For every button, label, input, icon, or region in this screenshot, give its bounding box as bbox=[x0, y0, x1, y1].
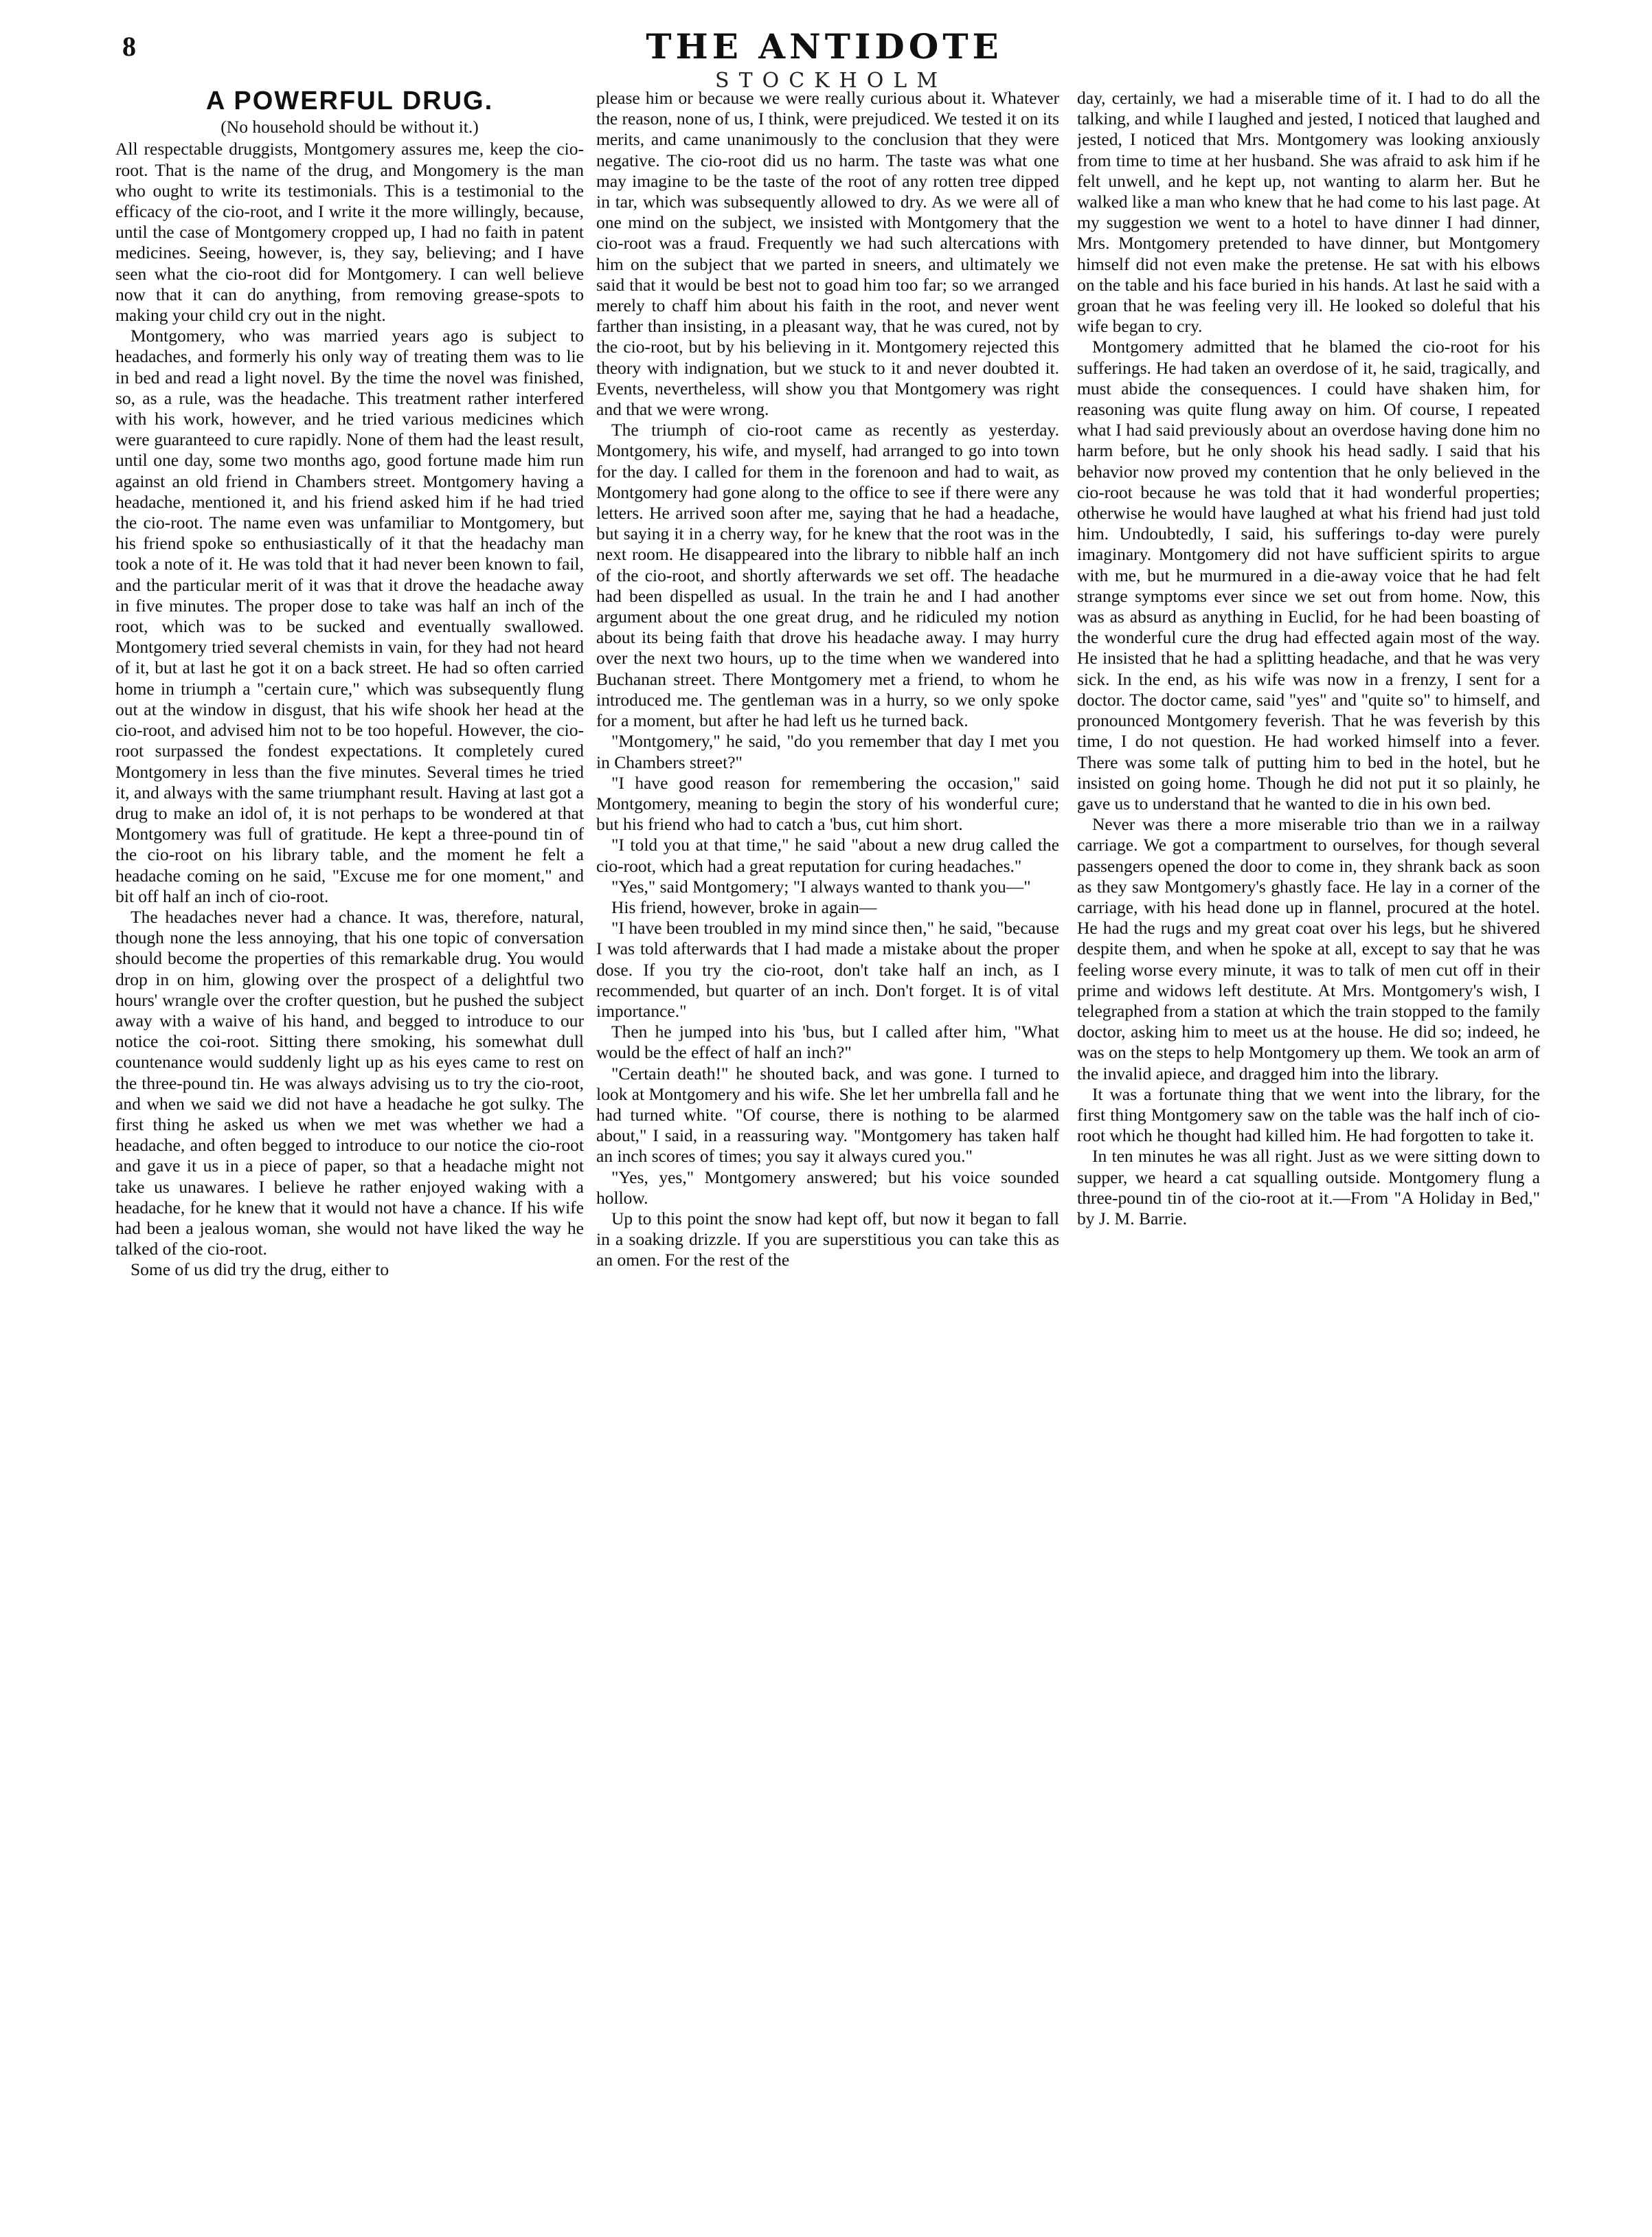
paragraph: All respectable druggists, Montgomery assures me, keep the cio-root. That is the name of the drug, and Mongomery is the man who ought to write its testimonials. This is a testimonial to the efficacy of the cio-root, and I write it the more willingly, because, until the case of Montgomery cropped up, I had no faith in patent medicines. Seeing, however, is, they say, believing; and I have seen what the cio-root did for Montgomery. I can well believe now that it can do anything, from removing grease-spots to making your child cry out in the night. bbox=[115, 139, 584, 326]
paragraph: Montgomery admitted that he blamed the cio-root for his sufferings. He had taken an overdose of it, he said, tragically, and must abide the consequences. I could have shaken him, for reasoning was quite flung away on him. Of course, I repeated what I had said previously about an overdose having done him no harm before, but he only shook his head sadly. I said that his behavior now proved my contention that he only believed in the cio-root because he was told that it had wonderful properties; otherwise he would have laughed at what his friend had just told him. Undoubtedly, I said, his sufferings to-day were purely imaginary. Montgomery did not have sufficient spirits to argue with me, but he murmured in a die-away voice that he had felt strange symptoms ever since we set out from home. Now, this was as absurd as anything in Euclid, for he had been boasting of the wonderful cure the drug had effected again most of the way. He insisted that he had a splitting headache, and that he was very sick. In the end, as his wife was now in a frenzy, I sent for a doctor. The doctor came, said "yes" and "quite so" to himself, and pronounced Montgomery feverish. That he was feverish by this time, I do not question. He had worked himself into a fever. There was some talk of putting him to bed in the hotel, but he insisted on going home. Though he did not put it so plainly, he gave us to understand that he wanted to die in his own bed. bbox=[1077, 337, 1540, 813]
paragraph: Some of us did try the drug, either to bbox=[131, 1259, 389, 1280]
page-number: 8 bbox=[122, 31, 136, 62]
article-column-2 bbox=[596, 88, 1059, 2177]
paragraph: please him or because we were really curious about it. Whatever the reason, none of us, I think, were prejudiced. We tested it on its merits, and came unanimously to the conclusion that they were negative. The cio-root did us no harm. The taste was what one may imagine to be the taste of the root of any rotten tree dipped in tar, which was subsequently allowed to dry. As we were all of one mind on the subject, we insisted with Montgomery that the cio-root was a fraud. Frequently we had such altercations with him on the subject that we parted in sneers, and ultimately we said that it would be best not to goad him too far; so we arranged merely to chaff him about his faith in the root, and never went farther than insisting, in a pleasant way, that he was cured, not by the cio-root, but by his believing in it. Montgomery rejected this theory with indignation, but we stuck to it and never doubted it. Events, nevertheless, will show you that Montgomery was right and that we were wrong. bbox=[596, 88, 1059, 420]
paragraph: The triumph of cio-root came as recently as yesterday. Montgomery, his wife, and myself, had arranged to go into town for the day. I called for them in the forenoon and had to wait, as Montgomery had gone along to the office to see if there were any letters. He arrived soon after me, saying that he had a headache, but saying it in a cherry way, for he knew that the root was in the next room. He disappeared into the library to nibble half an inch of the cio-root, and shortly afterwards we set off. The headache had been dispelled as usual. In the train he and I had another argument about the one great drug, and he ridiculed my notion about its being faith that drove his headache away. I may hurry over the next two hours, up to the time when we wandered into Buchanan street. There Montgomery met a friend, to whom he introduced me. The gentleman was in a hurry, so we only spoke for a moment, but after he had left us he turned back. bbox=[596, 420, 1059, 731]
paragraph: day, certainly, we had a miserable time of it. I had to do all the talking, and while I laughed and jested, I noticed that laughed and jested, I noticed that Mrs. Montgomery was looking anxiously from time to time at her husband. She was afraid to ask him if he felt unwell, and he kept up, not wanting to alarm her. But he walked like a man who knew that he had come to his last page. At my suggestion we went to a hotel to have dinner I had dinner, Mrs. Montgomery pretended to have dinner, but Montgomery himself did not even make the pretense. He sat with his elbows on the table and his face buried in his hands. At last he said with a groan that he was feeling very ill. He looked so doleful that his wife began to cry. bbox=[1077, 88, 1540, 337]
article-column-3 bbox=[1077, 88, 1540, 2177]
paragraph: Montgomery, who was married years ago is subject to headaches, and formerly his only way of treating them was to lie in bed and read a light novel. By the time the novel was finished, so, as a rule, was the headache. This treatment rather interfered with his work, however, and he tried various medicines which were guaranteed to cure rapidly. None of them had the least result, until one day, some two months ago, good fortune made him run against an old friend in Chambers street. Montgomery having a headache, mentioned it, and his friend asked him if he had tried the cio-root. The name even was unfamiliar to Montgomery, but his friend spoke so enthusiastically of it that the headachy man took a note of it. He was told that it had never been known to fail, and the particular merit of it was that it drove the headache away in five minutes. The proper dose to take was half an inch of the root, which was to be sucked and eventually swallowed. Montgomery tried several chemists in vain, for they had not heard of it, but at last he got it on a back street. He had so often carried home in triumph a "certain cure," which was subsequently flung out at the window in disgust, that his wife shook her head at the cio-root, and advised him not to be too hopeful. However, the cio-root surpassed the fondest expectations. It completely cured Montgomery in less than the five minutes. Several times he tried it, and always with the same triumphant result. Having at last got a drug to make an idol of, it is not perhaps to be wondered at that Montgomery was full of gratitude. He kept a three-pound tin of the cio-root on his library table, and the moment he felt a headache coming on he said, "Excuse me for one moment," and bit off half an inch of cio-root. bbox=[115, 326, 584, 906]
masthead-title: THE ANTIDOTE bbox=[646, 26, 1003, 67]
paragraph: The headaches never had a chance. It was, therefore, natural, though none the less annoying, that his one topic of conversation should become the properties of this remarkable drug. You would drop in on him, glowing over the prospect of a delightful two hours' wrangle over the crofter question, but he pushed the subject away with a waive of his hand, and begged to introduce to our notice the coi-root. Sitting there smoking, his somewhat dull countenance would suddenly light up as his eyes came to rest on the three-pound tin. He was always advising us to try the cio-root, and when we said we did not have a headache he got sulky. The first thing he asked us when we met was whether we had a headache, and often begged to introduce to our notice the cio-root and gave it us in a piece of paper, so that a headache might not take us unawares. I believe he rather enjoyed waking with a headache, for he knew that it would not have a chance. If his wife had been a jealous woman, she would not have liked the way he talked of the cio-root. bbox=[115, 906, 584, 1259]
paragraph: "I told you at that time," he said "about a new drug called the cio-root, which had a great reputation for curing headaches." bbox=[596, 835, 1059, 876]
paragraph: "Yes," said Montgomery; "I always wanted to thank you—" bbox=[611, 876, 1031, 897]
article-column-1 bbox=[115, 88, 584, 2177]
paragraph: "I have been troubled in my mind since then," he said, "because I was told afterwards that I had made a mistake about the proper dose. If you try the cio-root, don't take half an inch, as I recommended, but quarter of an inch. Don't forget. It is of vital importance." bbox=[596, 918, 1059, 1021]
paragraph: Never was there a more miserable trio than we in a railway carriage. We got a compartment to ourselves, for though several passengers opened the door to come in, they shrank back as soon as they saw Montgomery's ghastly face. He lay in a corner of the carriage, with his head done up in flannel, procured at the hotel. He had the rugs and my great coat over his legs, but he shivered despite them, and when he spoke at all, except to say that he was feeling worse every minute, it was to talk of men cut off in their prime and widows left destitute. At Mrs. Montgomery's wish, I telegraphed from a station at which the train stopped to the family doctor, asking him to meet us at the house. He did so; indeed, he was on the steps to help Montgomery up them. We took an arm of the invalid apiece, and dragged him into the library. bbox=[1077, 814, 1540, 1083]
paragraph: It was a fortunate thing that we went into the library, for the first thing Montgomery saw on the table was the half inch of cio-root which he thought had killed him. He had forgotten to take it. bbox=[1077, 1083, 1540, 1146]
masthead-subtitle: STOCKHOLM bbox=[715, 69, 947, 93]
paragraph: Then he jumped into his 'bus, but I called after him, "What would be the effect of half an inch?" bbox=[596, 1022, 1059, 1063]
article-headline: A POWERFUL DRUG. bbox=[205, 88, 494, 115]
paragraph: In ten minutes he was all right. Just as we were sitting down to supper, we heard a cat squalling outside. Montgomery flung a three-pound tin of the cio-root at it.—From "A Holiday in Bed," by J. M. Barrie. bbox=[1077, 1146, 1540, 1228]
paragraph: Up to this point the snow had kept off, but now it began to fall in a soaking drizzle. If you are superstitious you can take this as an omen. For the rest of the bbox=[596, 1208, 1059, 1270]
paragraph: "Montgomery," he said, "do you remember that day I met you in Chambers street?" bbox=[596, 731, 1059, 772]
paragraph: "Yes, yes," Montgomery answered; but his voice sounded hollow. bbox=[596, 1167, 1059, 1208]
paragraph: His friend, however, broke in again— bbox=[611, 897, 877, 917]
paragraph: "Certain death!" he shouted back, and was gone. I turned to look at Montgomery and his wife. She let her umbrella fall and he had turned white. "Of course, there is nothing to be alarmed about," I said, in a reassuring way. "Montgomery has taken half an inch scores of times; you say it always cured you." bbox=[596, 1063, 1059, 1167]
article-subhead: (No household should be without it.) bbox=[220, 117, 479, 137]
paragraph: "I have good reason for remembering the occasion," said Montgomery, meaning to begin the story of his wonderful cure; but his friend who had to catch a 'bus, cut him short. bbox=[596, 772, 1059, 835]
